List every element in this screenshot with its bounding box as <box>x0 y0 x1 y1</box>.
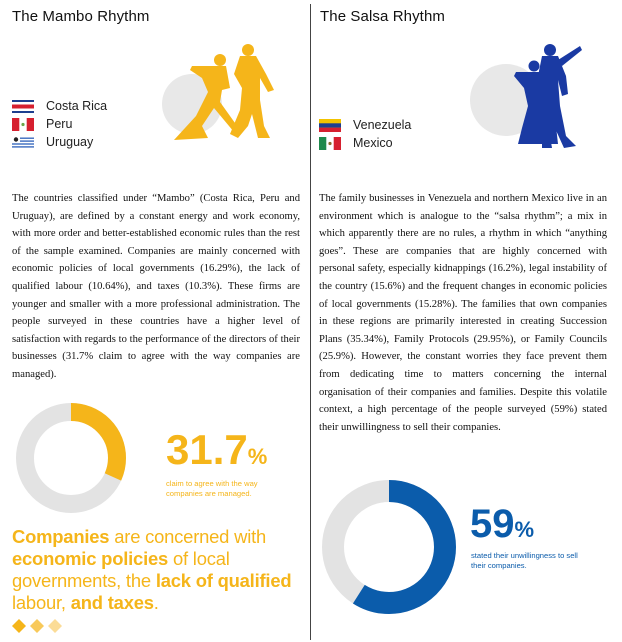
peru-flag-icon <box>12 118 34 131</box>
venezuela-flag-icon <box>319 119 341 132</box>
costa-rica-flag-icon <box>12 100 34 113</box>
salsa-stat-note: stated their unwillingness to sell their companies. <box>471 551 578 570</box>
mambo-title: The Mambo Rhythm <box>12 8 150 25</box>
mambo-stat-note: claim to agree with the way companies are managed. <box>166 479 258 498</box>
mambo-stat <box>166 428 267 472</box>
headline-part: lack of qualified <box>155 570 292 591</box>
salsa-dancers-illustration <box>462 36 608 156</box>
salsa-donut-chart <box>320 478 458 616</box>
headline-part: are concerned with <box>109 526 267 547</box>
uruguay-flag-icon <box>12 136 34 149</box>
headline-part: labour, <box>12 592 71 613</box>
salsa-stat-value: 59 <box>470 502 515 546</box>
column-divider <box>310 4 311 640</box>
country-costa-rica: Costa Rica <box>46 99 108 113</box>
mambo-stat-percent: % <box>247 444 268 469</box>
salsa-title: The Salsa Rhythm <box>320 8 445 25</box>
headline-part: Companies <box>12 526 110 547</box>
decorative-diamonds-icon <box>12 619 72 633</box>
country-uruguay: Uruguay <box>46 135 94 149</box>
headline-part: economic policies <box>12 548 169 569</box>
mambo-headline <box>12 526 302 614</box>
headline-part: of local governments, the <box>12 548 230 591</box>
salsa-stat-percent: % <box>514 517 535 542</box>
mambo-donut-chart <box>14 401 128 515</box>
mambo-stat-value: 31.7 <box>166 426 248 473</box>
headline-part: and taxes <box>70 592 154 613</box>
headline-part: . <box>153 592 159 613</box>
mambo-dancers-illustration <box>150 30 290 148</box>
salsa-stat <box>470 503 534 545</box>
mexico-flag-icon <box>319 137 341 150</box>
salsa-paragraph: The family businesses in Venezuela and northern Mexico live in an environment which is analogue to the “salsa rhythm”; a mix in which apparently there are no rules, a rhythm in which “anything goes”. These are companies that are highly concerned with personal safety, especially kidnappings (16.2%), legal instability of the country (15.6%) and the frequent changes in economic policies of local governments (15.28%). The families that own companies in these regions are primarily interested in creating Succession Plans (35.34%), Family Protocols (29.95%), or Family Councils (25.9%). However, the constant worries they face prevent them from dedicating time to matters concerning the internal organisation of their companies and families. Despite this volatile context, a high percentage of the people surveyed (59%) stated their unwillingness to sell their companies. <box>319 193 607 433</box>
country-venezuela: Venezuela <box>353 118 412 132</box>
mambo-paragraph: The countries classified under “Mambo” (Costa Rica, Peru and Uruguay), are defined by a constant energy and work economy, with more order and better-established economic rules than the rest of the sample examined. Companies are mainly concerned with economic policies of local governments (16.29%), the lack of qualified labour (10.64%), and taxes (10.3%). These firms are younger and smaller with a more professional administration. The people surveyed in these countries have a higher level of satisfaction with regards to the performance of the directors of their businesses (31.7% claim to agree with the way companies are managed). <box>12 193 300 380</box>
country-mexico: Mexico <box>353 136 393 150</box>
country-peru: Peru <box>46 117 73 131</box>
